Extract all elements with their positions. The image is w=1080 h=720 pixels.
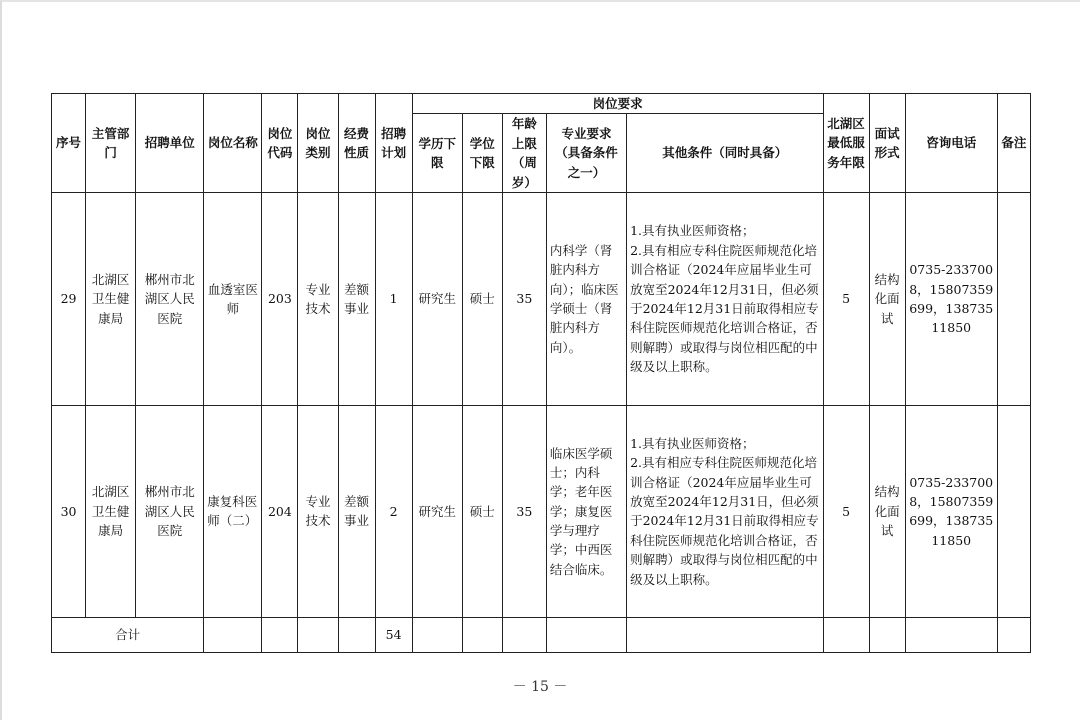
cell-post-code: 203 — [262, 192, 298, 405]
recruitment-table — [51, 93, 1031, 653]
cell-seq: 30 — [52, 405, 86, 617]
total-empty-cell — [546, 617, 626, 652]
header-dept: 主管部门 — [86, 94, 136, 193]
header-requirements-group: 岗位要求 — [412, 94, 823, 114]
header-age: 年龄上限（周岁） — [502, 114, 546, 193]
cell-plan: 1 — [375, 192, 412, 405]
cell-remark — [997, 405, 1030, 617]
header-remark: 备注 — [997, 94, 1030, 193]
cell-edu: 研究生 — [412, 405, 462, 617]
total-empty-cell — [997, 617, 1030, 652]
total-row — [52, 617, 1031, 652]
cell-post-name: 血透室医师 — [204, 192, 262, 405]
cell-dept: 北湖区卫生健康局 — [86, 405, 136, 617]
cell-service-years: 5 — [823, 192, 869, 405]
cell-degree: 硕士 — [462, 192, 502, 405]
header-edu: 学历下限 — [412, 114, 462, 193]
header-post-name: 岗位名称 — [204, 94, 262, 193]
header-seq: 序号 — [52, 94, 86, 193]
header-unit: 招聘单位 — [136, 94, 204, 193]
cell-seq: 29 — [52, 192, 86, 405]
cell-funding: 差额事业 — [338, 192, 375, 405]
cell-post-code: 204 — [262, 405, 298, 617]
header-funding: 经费性质 — [338, 94, 375, 193]
table-row — [52, 405, 1031, 617]
header-major: 专业要求（具备条件之一） — [546, 114, 626, 193]
total-empty-cell — [262, 617, 298, 652]
cell-phone: 0735-2337008，15807359699，13873511850 — [905, 405, 997, 617]
cell-post-name: 康复科医师（二） — [204, 405, 262, 617]
header-post-type: 岗位类别 — [298, 94, 338, 193]
total-empty-cell — [627, 617, 823, 652]
cell-interview: 结构化面试 — [869, 192, 905, 405]
cell-funding: 差额事业 — [338, 405, 375, 617]
header-row-top — [52, 94, 1031, 114]
cell-degree: 硕士 — [462, 405, 502, 617]
table-row — [52, 192, 1031, 405]
total-label: 合计 — [52, 617, 204, 652]
total-empty-cell — [462, 617, 502, 652]
total-empty-cell — [338, 617, 375, 652]
page-number: － 15 － — [512, 679, 568, 695]
cell-age: 35 — [502, 192, 546, 405]
header-post-code: 岗位代码 — [262, 94, 298, 193]
cell-post-type: 专业技术 — [298, 192, 338, 405]
cell-unit: 郴州市北湖区人民医院 — [136, 192, 204, 405]
cell-other: 1.具有执业医师资格； 2.具有相应专科住院医师规范化培训合格证（2024年应届毕业生可放宽至2024年12月31日，但必须于2024年12月31日前取得相应专科住院医师规范化培训合格证，否则解聘）或取得与岗位相匹配的中级及以上职称。 — [627, 192, 823, 405]
header-phone: 咨询电话 — [905, 94, 997, 193]
cell-interview: 结构化面试 — [869, 405, 905, 617]
header-other: 其他条件（同时具备） — [627, 114, 823, 193]
total-plan: 54 — [375, 617, 412, 652]
cell-edu: 研究生 — [412, 192, 462, 405]
header-interview: 面试形式 — [869, 94, 905, 193]
cell-phone: 0735-2337008，15807359699，13873511850 — [905, 192, 997, 405]
cell-remark — [997, 192, 1030, 405]
total-empty-cell — [823, 617, 869, 652]
total-empty-cell — [298, 617, 338, 652]
header-service-years: 北湖区最低服务年限 — [823, 94, 869, 193]
header-plan: 招聘计划 — [375, 94, 412, 193]
cell-service-years: 5 — [823, 405, 869, 617]
total-empty-cell — [905, 617, 997, 652]
total-empty-cell — [502, 617, 546, 652]
cell-unit: 郴州市北湖区人民医院 — [136, 405, 204, 617]
total-empty-cell — [204, 617, 262, 652]
cell-age: 35 — [502, 405, 546, 617]
total-empty-cell — [412, 617, 462, 652]
total-empty-cell — [869, 617, 905, 652]
header-degree: 学位下限 — [462, 114, 502, 193]
cell-post-type: 专业技术 — [298, 405, 338, 617]
cell-major: 临床医学硕士；内科学；老年医学；康复医学与理疗学；中西医结合临床。 — [546, 405, 626, 617]
cell-plan: 2 — [375, 405, 412, 617]
cell-dept: 北湖区卫生健康局 — [86, 192, 136, 405]
cell-other: 1.具有执业医师资格； 2.具有相应专科住院医师规范化培训合格证（2024年应届毕业生可放宽至2024年12月31日，但必须于2024年12月31日前取得相应专科住院医师规范化培训合格证，否则解聘）或取得与岗位相匹配的中级及以上职称。 — [627, 405, 823, 617]
cell-major: 内科学（肾脏内科方向）；临床医学硕士（肾脏内科方向）。 — [546, 192, 626, 405]
